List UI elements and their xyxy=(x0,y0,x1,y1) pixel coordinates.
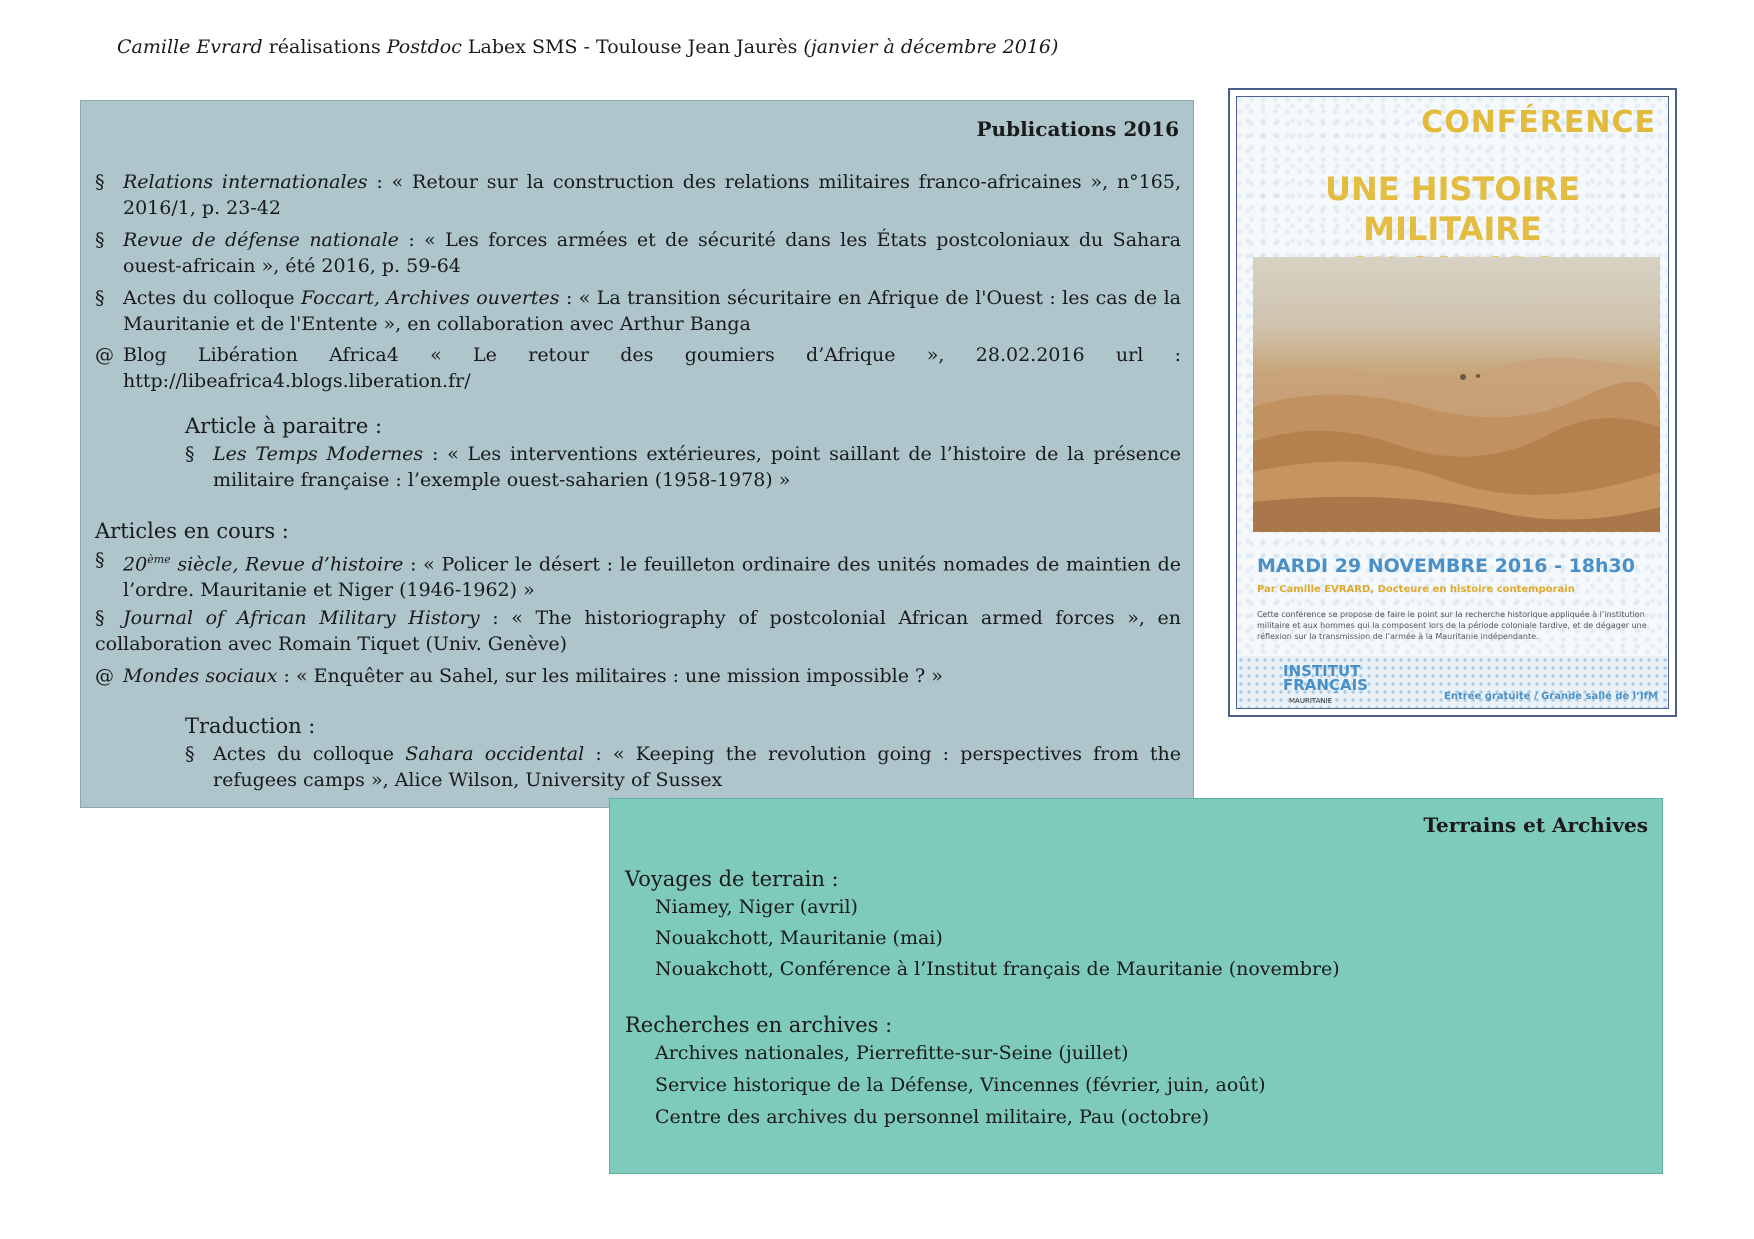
bullet-mark: § xyxy=(95,549,105,571)
publications-title: Publications 2016 xyxy=(976,117,1179,141)
header-text-2: Labex SMS - Toulouse Jean Jaurès xyxy=(461,36,804,58)
poster-date: MARDI 29 NOVEMBRE 2016 - 18h30 xyxy=(1257,555,1635,577)
translation-item xyxy=(185,741,1181,793)
publication-prefix: Actes du colloque xyxy=(123,287,301,309)
publication-text: : « Policer le désert : le feuilleton ordinaire des unités nomades de maintien de l’ordre. Mauritanie et Niger (1946-1962) » xyxy=(123,553,1181,602)
terrains-archives-panel xyxy=(609,798,1663,1174)
poster-speaker: Par Camille EVRARD, Docteure en histoire contemporain xyxy=(1257,584,1575,595)
conference-poster xyxy=(1228,88,1677,717)
journal-number: 20 xyxy=(123,553,148,576)
desert-photo xyxy=(1253,257,1660,532)
forthcoming-item xyxy=(185,441,1181,493)
logo-subtitle: MAURITANIE xyxy=(1289,697,1333,705)
bullet-mark: § xyxy=(185,443,195,465)
header-postdoc: Postdoc xyxy=(386,36,462,58)
header-text-1: réalisations xyxy=(262,36,387,58)
publication-item xyxy=(95,169,1181,221)
publication-item xyxy=(95,227,1181,279)
journal-name: Mondes sociaux xyxy=(123,665,278,687)
publication-text: : « Keeping the revolution going : perspectives from the refugees camps », Alice Wilson, University of Sussex xyxy=(213,743,1182,791)
journal-name: Foccart, Archives ouvertes xyxy=(300,287,560,309)
journal-name: Sahara occidental xyxy=(405,743,585,765)
terrains-title: Terrains et Archives xyxy=(1423,813,1648,837)
bullet-mark: § xyxy=(95,171,105,193)
bullet-mark: § xyxy=(95,229,105,251)
translation-heading: Traduction : xyxy=(185,714,316,738)
journal-name: Relations internationales xyxy=(123,171,368,193)
publication-item xyxy=(95,285,1181,337)
at-mark: @ xyxy=(95,665,114,687)
logo-line-2: FRANÇAIS xyxy=(1283,676,1368,694)
archives-heading: Recherches en archives : xyxy=(625,1013,893,1037)
in-progress-item xyxy=(95,605,1181,657)
in-progress-item xyxy=(95,547,1181,603)
poster-footer-band xyxy=(1237,656,1668,708)
poster-description: Cette conférence se propose de faire le point sur la recherche historique appliquée à l’institution militaire et aux hommes qui la composent lors de la période coloniale tardive, et de dégager une réflexion sur la transmission de l’armée à la Mauritanie indépendante. xyxy=(1257,610,1647,641)
bullet-mark: § xyxy=(95,287,105,309)
publication-text: : « Enquêter au Sahel, sur les militaires : une mission impossible ? » xyxy=(277,665,943,687)
journal-name: Revue de défense nationale xyxy=(123,229,399,251)
publication-text: : « La transition sécuritaire en Afrique de l'Ouest : les cas de la Mauritanie et de l'Entente », en collaboration avec Arthur Banga xyxy=(123,287,1181,335)
archive-item: Archives nationales, Pierrefitte-sur-Seine (juillet) xyxy=(655,1042,1129,1064)
journal-name: Les Temps Modernes xyxy=(213,443,424,465)
archive-item: Centre des archives du personnel militaire, Pau (octobre) xyxy=(655,1106,1209,1128)
page-header xyxy=(117,36,1058,58)
poster-title-line-1: UNE HISTOIRE MILITAIRE xyxy=(1325,170,1580,248)
author-name: Camille Evrard xyxy=(117,36,263,58)
field-trip-item: Nouakchott, Conférence à l’Institut français de Mauritanie (novembre) xyxy=(655,958,1340,980)
bullet-mark: § xyxy=(185,743,195,765)
in-progress-item xyxy=(95,663,1181,689)
header-period: (janvier à décembre 2016) xyxy=(803,36,1059,58)
institut-francais-logo xyxy=(1283,664,1368,708)
forthcoming-heading: Article à paraitre : xyxy=(185,414,383,438)
poster-entry-info: Entrée gratuite / Grande salle de l’IfM xyxy=(1444,691,1658,702)
blog-text: Blog Libération Africa4 « Le retour des goumiers d’Afrique », 28.02.2016 url : http://libeafrica4.blogs.liberation.fr/ xyxy=(123,344,1181,392)
field-trips-heading: Voyages de terrain : xyxy=(625,867,839,891)
publication-text: : « Les interventions extérieures, point saillant de l’histoire de la présence militaire française : l’exemple ouest-saharien (1958-1978) » xyxy=(213,443,1181,491)
poster-body xyxy=(1236,96,1669,709)
field-trip-item: Nouakchott, Mauritanie (mai) xyxy=(655,927,943,949)
publication-item xyxy=(95,342,1181,394)
publication-prefix: Actes du colloque xyxy=(213,743,406,765)
archive-item: Service historique de la Défense, Vincennes (février, juin, août) xyxy=(655,1074,1266,1096)
at-mark: @ xyxy=(95,344,114,366)
poster-conference-label: CONFÉRENCE xyxy=(1421,105,1656,140)
journal-name: siècle, Revue d’histoire xyxy=(170,553,404,576)
bullet-mark: § xyxy=(95,607,105,629)
logo-line-1: INSTITUT xyxy=(1283,662,1361,680)
in-progress-heading: Articles en cours : xyxy=(95,519,289,543)
journal-superscript: ème xyxy=(147,553,171,566)
publications-panel xyxy=(80,100,1194,808)
publication-text: : « The historiography of postcolonial African armed forces », en collaboration avec Romain Tiquet (Univ. Genève) xyxy=(95,607,1181,655)
journal-name: Journal of African Military History xyxy=(123,607,480,629)
field-trip-item: Niamey, Niger (avril) xyxy=(655,896,858,918)
publication-text: : « Retour sur la construction des relations militaires franco-africaines », n°165, 2016/1, p. 23-42 xyxy=(123,171,1181,219)
publication-text: : « Les forces armées et de sécurité dans les États postcoloniaux du Sahara ouest-africain », été 2016, p. 59-64 xyxy=(123,229,1181,277)
